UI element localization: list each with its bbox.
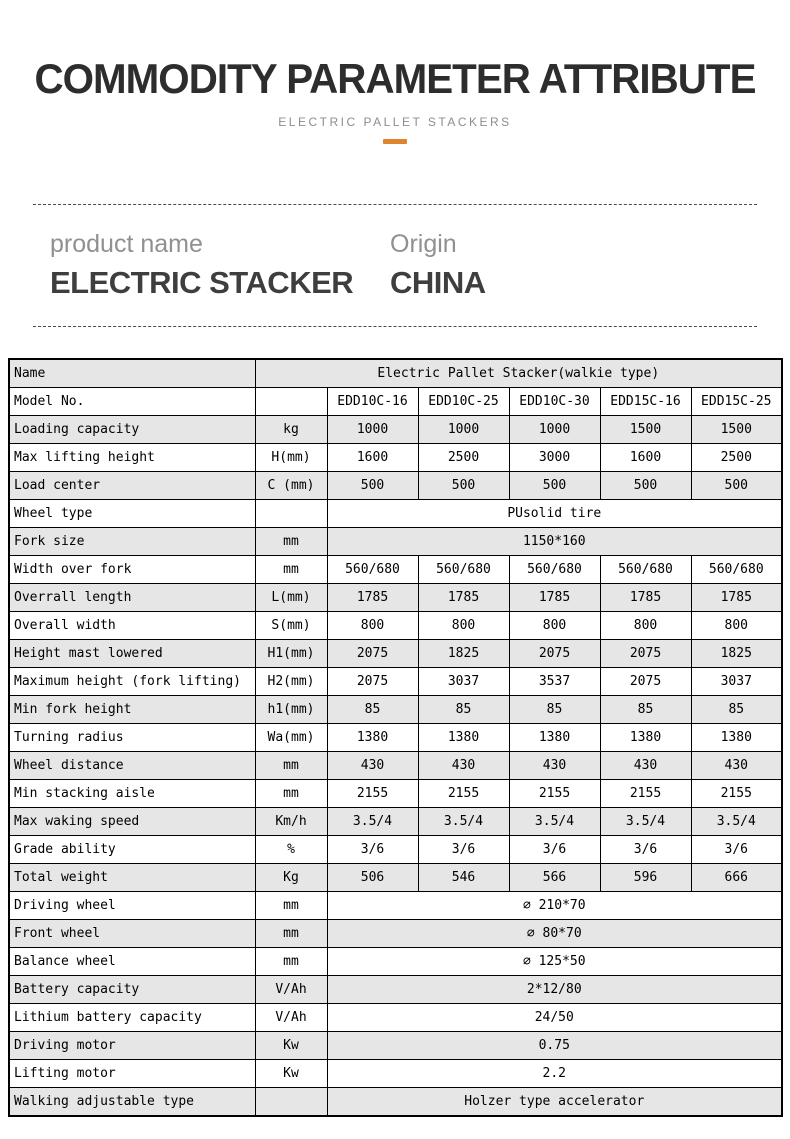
row-label: Battery capacity [9,976,255,1004]
row-value: 1000 [327,416,418,444]
row-value: 2155 [600,780,691,808]
row-merged-value: 1150*160 [327,528,782,556]
row-value: 3.5/4 [418,808,509,836]
row-merged-value: Electric Pallet Stacker(walkie type) [255,359,782,388]
table-row [9,388,782,416]
table-row [9,780,782,808]
table-row [9,892,782,920]
row-value: 3.5/4 [691,808,782,836]
row-value: 2500 [418,444,509,472]
row-value: 2075 [509,640,600,668]
row-value: 1825 [691,640,782,668]
table-row [9,920,782,948]
row-label: Fork size [9,528,255,556]
row-unit: H2(mm) [255,668,327,696]
row-label: Min stacking aisle [9,780,255,808]
row-unit: L(mm) [255,584,327,612]
row-unit: mm [255,528,327,556]
row-merged-value: ⌀ 80*70 [327,920,782,948]
row-value: 3.5/4 [327,808,418,836]
row-label: Total weight [9,864,255,892]
row-label: Name [9,359,255,388]
row-value: 3/6 [691,836,782,864]
row-merged-value: 0.75 [327,1032,782,1060]
row-label: Walking adjustable type [9,1088,255,1117]
row-value: 430 [600,752,691,780]
row-unit: Wa(mm) [255,724,327,752]
row-label: Front wheel [9,920,255,948]
row-value: 800 [418,612,509,640]
row-value: 596 [600,864,691,892]
table-row [9,528,782,556]
row-value: 2155 [327,780,418,808]
table-row [9,836,782,864]
row-value: 3537 [509,668,600,696]
row-value: 800 [327,612,418,640]
page-title: COMMODITY PARAMETER ATTRIBUTE [34,55,756,102]
row-value: 2155 [691,780,782,808]
accent-dash [383,139,407,144]
row-unit: H1(mm) [255,640,327,668]
row-unit [255,1088,327,1117]
table-row [9,640,782,668]
divider-bottom [33,326,757,327]
row-value: 1825 [418,640,509,668]
row-unit: mm [255,948,327,976]
row-value: 1785 [600,584,691,612]
row-value: 430 [327,752,418,780]
table-row [9,752,782,780]
row-label: Lifting motor [9,1060,255,1088]
row-label: Overrall length [9,584,255,612]
table-row [9,556,782,584]
row-value: 1000 [418,416,509,444]
product-name-block [50,229,390,301]
row-label: Loading capacity [9,416,255,444]
row-value: 560/680 [327,556,418,584]
row-merged-value: ⌀ 125*50 [327,948,782,976]
row-value: EDD15C-16 [600,388,691,416]
row-value: 3037 [418,668,509,696]
row-label: Grade ability [9,836,255,864]
table-row [9,696,782,724]
table-row [9,416,782,444]
row-label: Driving wheel [9,892,255,920]
row-unit [255,500,327,528]
table-row [9,1060,782,1088]
origin-value: CHINA [390,265,486,300]
row-value: EDD10C-25 [418,388,509,416]
row-value: 85 [600,696,691,724]
row-value: 1380 [418,724,509,752]
row-value: 3/6 [600,836,691,864]
table-row [9,1032,782,1060]
row-merged-value: 2.2 [327,1060,782,1088]
row-value: 800 [600,612,691,640]
table-row [9,948,782,976]
row-value: 2075 [327,640,418,668]
row-value: 560/680 [600,556,691,584]
row-value: 1785 [691,584,782,612]
row-value: 3.5/4 [509,808,600,836]
row-value: 1600 [600,444,691,472]
table-row [9,668,782,696]
row-value: 1380 [509,724,600,752]
row-value: 3/6 [509,836,600,864]
row-value: 85 [509,696,600,724]
row-value: 3000 [509,444,600,472]
row-unit: Kw [255,1060,327,1088]
row-label: Balance wheel [9,948,255,976]
row-value: EDD10C-30 [509,388,600,416]
row-label: Min fork height [9,696,255,724]
row-value: 1000 [509,416,600,444]
row-value: 500 [600,472,691,500]
table-row [9,500,782,528]
row-value: 3/6 [327,836,418,864]
row-unit: mm [255,920,327,948]
row-unit: S(mm) [255,612,327,640]
table-row [9,359,782,388]
table-row [9,976,782,1004]
row-label: Overall width [9,612,255,640]
row-unit: kg [255,416,327,444]
table-row [9,724,782,752]
row-value: 3037 [691,668,782,696]
table-row [9,1004,782,1032]
row-value: 2155 [509,780,600,808]
row-value: 1785 [327,584,418,612]
row-value: 2075 [327,668,418,696]
product-name-label: product name [50,230,203,258]
product-info-section [0,205,790,326]
row-value: 1500 [691,416,782,444]
table-row [9,1088,782,1117]
row-value: 500 [509,472,600,500]
row-merged-value: PUsolid tire [327,500,782,528]
row-value: 430 [691,752,782,780]
row-value: 560/680 [509,556,600,584]
row-merged-value: ⌀ 210*70 [327,892,782,920]
row-value: 1500 [600,416,691,444]
row-value: EDD15C-25 [691,388,782,416]
product-name-value: ELECTRIC STACKER [50,265,354,300]
table-row [9,612,782,640]
origin-block [390,229,486,301]
row-value: 430 [509,752,600,780]
row-value: 2075 [600,668,691,696]
row-value: 85 [327,696,418,724]
row-value: EDD10C-16 [327,388,418,416]
row-unit: mm [255,556,327,584]
row-value: 566 [509,864,600,892]
page-subtitle: ELECTRIC PALLET STACKERS [278,115,512,129]
row-unit: mm [255,892,327,920]
row-label: Model No. [9,388,255,416]
row-label: Lithium battery capacity [9,1004,255,1032]
row-value: 666 [691,864,782,892]
row-value: 500 [691,472,782,500]
row-value: 1600 [327,444,418,472]
row-label: Wheel distance [9,752,255,780]
row-unit: Kw [255,1032,327,1060]
row-label: Width over fork [9,556,255,584]
row-value: 2075 [600,640,691,668]
spec-table [8,358,783,1117]
row-unit: V/Ah [255,976,327,1004]
row-label: Turning radius [9,724,255,752]
row-unit [255,388,327,416]
row-value: 500 [418,472,509,500]
row-value: 546 [418,864,509,892]
row-value: 3.5/4 [600,808,691,836]
row-label: Max lifting height [9,444,255,472]
row-value: 2155 [418,780,509,808]
table-row [9,444,782,472]
row-unit: % [255,836,327,864]
table-row [9,864,782,892]
row-value: 1785 [509,584,600,612]
row-value: 85 [418,696,509,724]
origin-label: Origin [390,230,457,258]
row-unit: mm [255,780,327,808]
row-label: Maximum height (fork lifting) [9,668,255,696]
row-value: 800 [509,612,600,640]
row-merged-value: Holzer type accelerator [327,1088,782,1117]
spec-table-body [9,359,782,1116]
row-value: 1380 [600,724,691,752]
row-value: 800 [691,612,782,640]
row-label: Load center [9,472,255,500]
row-label: Height mast lowered [9,640,255,668]
row-value: 1380 [691,724,782,752]
row-unit: h1(mm) [255,696,327,724]
row-unit: H(mm) [255,444,327,472]
row-label: Max waking speed [9,808,255,836]
row-merged-value: 2*12/80 [327,976,782,1004]
row-value: 560/680 [418,556,509,584]
row-value: 430 [418,752,509,780]
row-value: 1380 [327,724,418,752]
row-value: 560/680 [691,556,782,584]
row-merged-value: 24/50 [327,1004,782,1032]
row-label: Wheel type [9,500,255,528]
table-row [9,472,782,500]
row-unit: V/Ah [255,1004,327,1032]
row-unit: Kg [255,864,327,892]
table-row [9,584,782,612]
row-value: 1785 [418,584,509,612]
row-value: 3/6 [418,836,509,864]
row-unit: C (mm) [255,472,327,500]
row-label: Driving motor [9,1032,255,1060]
table-row [9,808,782,836]
row-unit: Km/h [255,808,327,836]
row-value: 85 [691,696,782,724]
row-value: 506 [327,864,418,892]
row-value: 2500 [691,444,782,472]
row-unit: mm [255,752,327,780]
row-value: 500 [327,472,418,500]
